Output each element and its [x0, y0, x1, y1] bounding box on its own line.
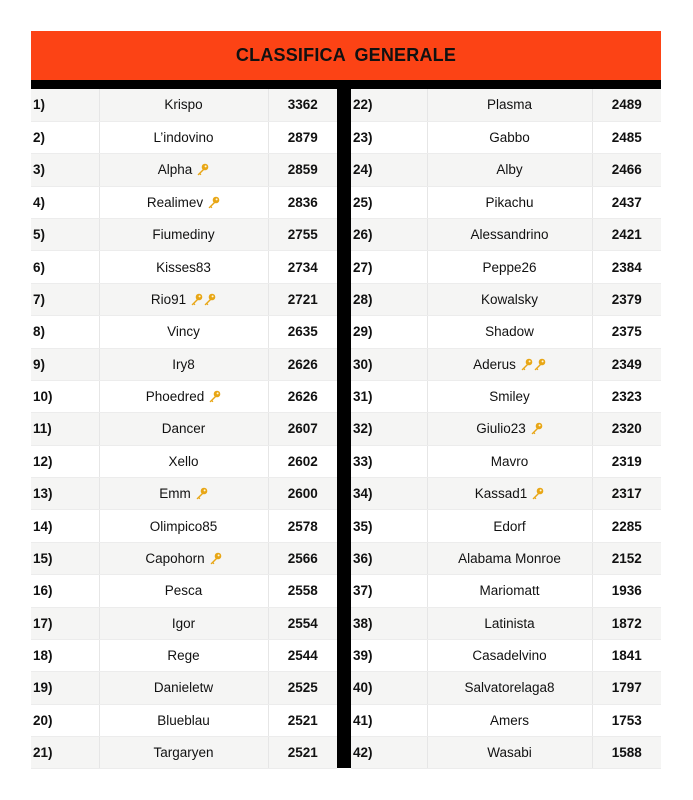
rank-cell: 3) [31, 154, 99, 186]
player-name-cell [427, 542, 592, 574]
player-name: Shadow [485, 324, 534, 340]
table-row [31, 380, 337, 412]
table-row [31, 283, 337, 315]
rank-cell: 10) [31, 380, 99, 412]
score-cell: 2721 [268, 283, 337, 315]
score-cell: 2152 [592, 542, 661, 574]
player-name: Mavro [490, 453, 529, 469]
score-cell: 2578 [268, 510, 337, 542]
player-name-cell [99, 542, 268, 574]
score-cell: 2421 [592, 219, 661, 251]
score-cell: 2600 [268, 478, 337, 510]
score-cell: 2626 [268, 348, 337, 380]
table-row [351, 575, 661, 607]
rank-cell: 13) [31, 478, 99, 510]
player-name: Blueblau [157, 712, 210, 728]
player-name-cell [99, 737, 268, 769]
player-name: Giulio23 [476, 421, 526, 437]
rank-cell: 17) [31, 607, 99, 639]
rank-cell: 1) [31, 89, 99, 121]
player-name: Capohorn [145, 550, 205, 566]
rank-cell: 38) [351, 607, 427, 639]
table-row [351, 283, 661, 315]
player-name-cell [99, 283, 268, 315]
player-name-cell [99, 575, 268, 607]
player-name-cell [427, 251, 592, 283]
rank-cell: 5) [31, 219, 99, 251]
player-name-cell [99, 672, 268, 704]
rank-cell: 27) [351, 251, 427, 283]
score-cell: 2879 [268, 121, 337, 153]
table-row [31, 316, 337, 348]
score-cell: 2375 [592, 316, 661, 348]
player-name: Rio91 [150, 291, 187, 307]
table-row [351, 478, 661, 510]
player-name-cell [427, 121, 592, 153]
table-row [31, 575, 337, 607]
rank-cell: 32) [351, 413, 427, 445]
score-cell: 2521 [268, 704, 337, 736]
score-cell: 2466 [592, 154, 661, 186]
player-name-cell [427, 607, 592, 639]
rank-cell: 4) [31, 186, 99, 218]
score-cell: 2379 [592, 283, 661, 315]
score-cell: 2626 [268, 380, 337, 412]
rank-cell: 29) [351, 316, 427, 348]
player-name-cell [99, 348, 268, 380]
table-row [31, 413, 337, 445]
player-name-cell [99, 251, 268, 283]
rank-cell: 15) [31, 542, 99, 574]
table-row [351, 737, 661, 769]
player-name: Alpha [157, 162, 193, 178]
key-icon [530, 422, 543, 435]
score-cell: 1841 [592, 639, 661, 671]
score-cell: 2320 [592, 413, 661, 445]
table-row [351, 121, 661, 153]
key-icon [207, 196, 220, 209]
player-name: Casadelvino [472, 648, 547, 664]
player-name-cell [99, 219, 268, 251]
score-cell: 2323 [592, 380, 661, 412]
table-row [31, 510, 337, 542]
rank-cell: 18) [31, 639, 99, 671]
score-cell: 2607 [268, 413, 337, 445]
player-name-cell [99, 89, 268, 121]
standings-table-right [351, 89, 661, 769]
player-name-cell [427, 316, 592, 348]
page-title: CLASSIFICA GENERALE [235, 45, 457, 65]
player-name: Rege [167, 648, 200, 664]
rank-cell: 30) [351, 348, 427, 380]
player-name: Krispo [164, 97, 203, 113]
player-name-cell [99, 380, 268, 412]
score-cell: 1936 [592, 575, 661, 607]
player-name: Igor [171, 615, 196, 631]
rank-cell: 11) [31, 413, 99, 445]
rank-cell: 37) [351, 575, 427, 607]
player-name: Emm [159, 486, 191, 502]
rank-cell: 20) [31, 704, 99, 736]
player-name-cell [99, 607, 268, 639]
score-cell: 2521 [268, 737, 337, 769]
rank-cell: 24) [351, 154, 427, 186]
player-name: Alby [496, 162, 523, 178]
table-row [351, 348, 661, 380]
player-name: Dancer [161, 421, 206, 437]
table-row [31, 478, 337, 510]
table-row [31, 607, 337, 639]
rank-cell: 34) [351, 478, 427, 510]
player-name-cell [99, 154, 268, 186]
player-name-cell [427, 283, 592, 315]
rank-cell: 2) [31, 121, 99, 153]
player-name-cell [427, 186, 592, 218]
table-row [31, 219, 337, 251]
player-name-cell [427, 639, 592, 671]
player-name-cell [99, 510, 268, 542]
table-row [31, 737, 337, 769]
table-row [351, 445, 661, 477]
column-divider [337, 80, 351, 768]
title-banner [31, 31, 661, 80]
table-row [351, 542, 661, 574]
score-cell: 2554 [268, 607, 337, 639]
table-row [351, 607, 661, 639]
score-cell: 2317 [592, 478, 661, 510]
table-row [31, 672, 337, 704]
table-row [351, 639, 661, 671]
key-icon [190, 293, 216, 306]
player-name: Xello [168, 453, 199, 469]
player-name: Vincy [167, 324, 200, 340]
player-name: Olimpico85 [149, 518, 218, 534]
table-row [31, 542, 337, 574]
table-row [351, 510, 661, 542]
player-name: Kowalsky [480, 291, 539, 307]
player-name: Smiley [489, 389, 530, 405]
table-row [31, 89, 337, 121]
rank-cell: 31) [351, 380, 427, 412]
player-name: Plasma [486, 97, 532, 113]
table-row [351, 89, 661, 121]
score-cell: 1753 [592, 704, 661, 736]
key-icon [531, 487, 544, 500]
score-cell: 1872 [592, 607, 661, 639]
player-name: Amers [489, 712, 529, 728]
key-icon [208, 390, 221, 403]
player-name: Pikachu [485, 194, 534, 210]
table-row [351, 316, 661, 348]
player-name-cell [99, 639, 268, 671]
table-row [31, 121, 337, 153]
player-name: Mariomatt [479, 583, 540, 599]
player-name: Pesca [164, 583, 203, 599]
table-row [31, 445, 337, 477]
player-name: L’indovino [153, 130, 214, 146]
score-cell: 2349 [592, 348, 661, 380]
rank-cell: 22) [351, 89, 427, 121]
table-row [31, 154, 337, 186]
rank-cell: 42) [351, 737, 427, 769]
player-name: Iry8 [172, 356, 195, 372]
score-cell: 2485 [592, 121, 661, 153]
score-cell: 2544 [268, 639, 337, 671]
key-icon [195, 487, 208, 500]
player-name: Wasabi [487, 745, 532, 761]
rank-cell: 12) [31, 445, 99, 477]
rank-cell: 40) [351, 672, 427, 704]
player-name-cell [99, 445, 268, 477]
score-cell: 2558 [268, 575, 337, 607]
table-row [31, 186, 337, 218]
rank-cell: 39) [351, 639, 427, 671]
score-cell: 2836 [268, 186, 337, 218]
rank-cell: 16) [31, 575, 99, 607]
key-icon [209, 552, 222, 565]
rank-cell: 9) [31, 348, 99, 380]
table-row [351, 672, 661, 704]
player-name: Alabama Monroe [458, 550, 561, 566]
table-row [351, 154, 661, 186]
rank-cell: 21) [31, 737, 99, 769]
score-cell: 2525 [268, 672, 337, 704]
player-name-cell [99, 121, 268, 153]
table-row [351, 413, 661, 445]
key-icon [196, 163, 209, 176]
score-cell: 1588 [592, 737, 661, 769]
rank-cell: 41) [351, 704, 427, 736]
player-name-cell [427, 672, 592, 704]
score-cell: 2566 [268, 542, 337, 574]
player-name: Salvatorelaga8 [464, 680, 555, 696]
player-name-cell [427, 413, 592, 445]
player-name-cell [427, 575, 592, 607]
score-cell: 2734 [268, 251, 337, 283]
rank-cell: 35) [351, 510, 427, 542]
player-name: Realimev [146, 194, 204, 210]
score-cell: 2384 [592, 251, 661, 283]
player-name-cell [99, 478, 268, 510]
table-row [351, 251, 661, 283]
player-name: Edorf [493, 518, 526, 534]
player-name: Alessandrino [470, 227, 549, 243]
rank-cell: 19) [31, 672, 99, 704]
player-name: Fiumediny [152, 227, 215, 243]
player-name-cell [427, 737, 592, 769]
table-row [351, 380, 661, 412]
player-name-cell [99, 413, 268, 445]
table-row [31, 251, 337, 283]
player-name: Phoedred [145, 389, 205, 405]
rank-cell: 14) [31, 510, 99, 542]
score-cell: 2319 [592, 445, 661, 477]
rank-cell: 36) [351, 542, 427, 574]
score-cell: 2859 [268, 154, 337, 186]
standings-table-left [31, 89, 337, 769]
rank-cell: 25) [351, 186, 427, 218]
table-row [31, 639, 337, 671]
player-name: Kassad1 [474, 486, 528, 502]
player-name-cell [427, 154, 592, 186]
score-cell: 2602 [268, 445, 337, 477]
player-name-cell [427, 89, 592, 121]
player-name: Latinista [484, 615, 535, 631]
rank-cell: 8) [31, 316, 99, 348]
player-name: Gabbo [489, 130, 530, 146]
table-row [351, 704, 661, 736]
player-name-cell [99, 704, 268, 736]
player-name: Aderus [473, 356, 516, 372]
table-row [31, 704, 337, 736]
table-row [31, 348, 337, 380]
key-icon [520, 358, 546, 371]
rank-cell: 6) [31, 251, 99, 283]
rank-cell: 26) [351, 219, 427, 251]
player-name-cell [427, 704, 592, 736]
player-name-cell [427, 510, 592, 542]
player-name-cell [427, 219, 592, 251]
table-row [351, 186, 661, 218]
rank-cell: 33) [351, 445, 427, 477]
score-cell: 2635 [268, 316, 337, 348]
table-row [351, 219, 661, 251]
player-name: Peppe26 [482, 259, 537, 275]
score-cell: 2437 [592, 186, 661, 218]
player-name-cell [427, 445, 592, 477]
rank-cell: 23) [351, 121, 427, 153]
player-name: Danieletw [153, 680, 214, 696]
score-cell: 1797 [592, 672, 661, 704]
rank-cell: 7) [31, 283, 99, 315]
player-name-cell [427, 348, 592, 380]
player-name-cell [427, 380, 592, 412]
score-cell: 2755 [268, 219, 337, 251]
player-name-cell [99, 186, 268, 218]
player-name-cell [99, 316, 268, 348]
rank-cell: 28) [351, 283, 427, 315]
score-cell: 2285 [592, 510, 661, 542]
player-name-cell [427, 478, 592, 510]
player-name: Targaryen [153, 745, 214, 761]
score-cell: 2489 [592, 89, 661, 121]
player-name: Kisses83 [156, 259, 211, 275]
score-cell: 3362 [268, 89, 337, 121]
